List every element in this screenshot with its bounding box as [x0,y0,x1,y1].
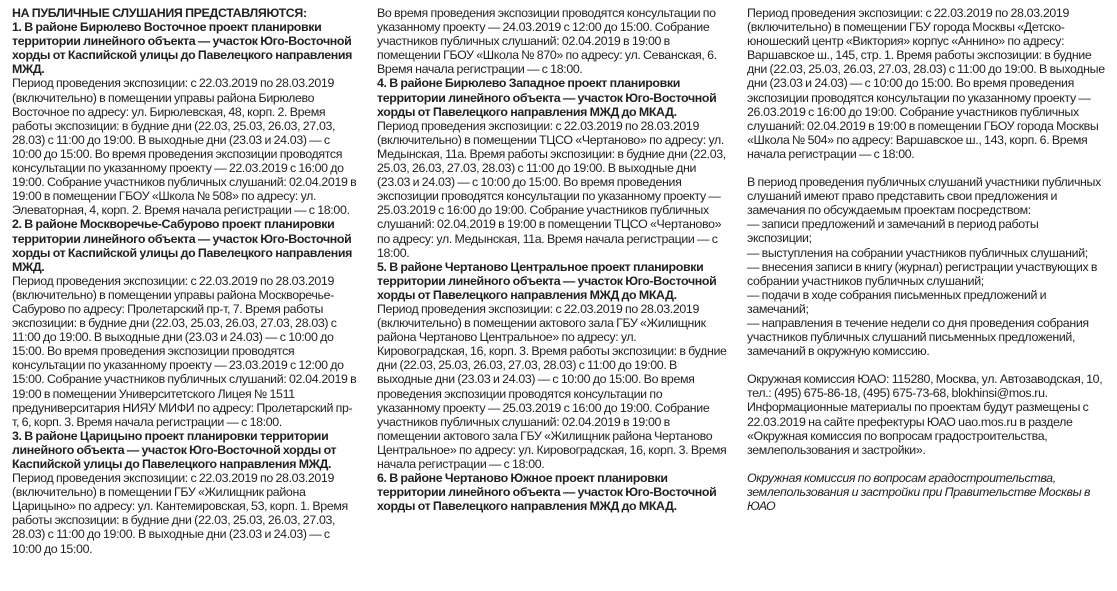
rights-item: — подачи в ходе собрания письменных предложений и замечаний; [747,287,1047,316]
item-1-body: Период проведения экспозиции: с 22.03.2019 по 28.03.2019 (включительно) в помещении управы района Бирюлево Восточное по адресу: ул. Бирюлевская, 48, корп. 2. Время работы экспозиции: в будние дни (22.03, 25.03, 26.03, 27.03, 28.03) с 11:00 до 19:00. В выходные дни (23.03 и 24.03) — с 10:00 до 15:00. Во время проведения экспозиции проводятся консультации по указанному проекту — 22.03.2019 с 16:00 до 19:00. Собрание участников публичных слушаний: 02.04.2019 в 19:00 в помещении ГБОУ «Школа № 508» по адресу: ул. Элеваторная, 4, корп. 2. Время начала регистрации — с 18:00. [12,76,357,218]
rights-item: — выступления на собрании участников публичных слушаний; [747,245,1088,260]
rights-item: — направления в течение недели со дня проведения собрания участников публичных слушаний письменных предложений, замечаний в окружную комиссию. [747,315,1089,359]
item-5-body: Период проведения экспозиции: с 22.03.2019 по 28.03.2019 (включительно) в помещении актового зала ГБУ «Жилищник района Чертаново Центральное» по адресу: ул. Кировоградская, 16, корп. 3. Время работы экспозиции: в будние дни (22.03, 25.03, 26.03, 27.03, 28.03) с 11:00 до 19:00. В выходные дни (23.03 и 24.03) — с 10:00 до 15:00. Во время проведения экспозиции проводятся консультации по указанному проекту — 25.03.2019 с 16:00 до 19:00. Собрание участников публичных слушаний: 02.04.2019 в 19:00 в помещении актового зала ГБУ «Жилищник района Чертаново Центральное» по адресу: ул. Кировоградская, 16, корп. 3. Время начала регистрации — с 18:00. [377,301,727,471]
lead-heading: НА ПУБЛИЧНЫЕ СЛУШАНИЯ ПРЕДСТАВЛЯЮТСЯ: [12,6,307,20]
item-2-heading: 2. В районе Москворечье-Сабурово проект планировки территории линейного объекта — участок Юго-Восточной хорды от Каспийской улицы до Павелецкого направления МЖД. [12,217,353,274]
item-6-body: Период проведения экспозиции: с 22.03.2019 по 28.03.2019 (включительно) в помещении ГБУ города Москвы «Детско-юношеский центр «Виктория» корпус «Аннино» по адресу: Варшавское ш., 145, стр. 1. Время работы экспозиции: в будние дни (22.03, 25.03, 26.03, 27.03, 28.03) с 11:00 до 19:00. В выходные дни (23.03 и 24.03) — с 10:00 до 15:00. Во время проведения экспозиции проводятся консультации по указанному проекту — 26.03.2019 с 16:00 до 19:00. Собрание участников публичных слушаний: 02.04.2019 в 19:00 в помещении ГБОУ города Москвы «Школа № 504» по адресу: Варшавское ш., 143, корп. 6. Время начала регистрации — с 18:00. [747,6,1105,161]
item-3-body-continued: Во время проведения экспозиции проводятся консультации по указанному проекту — 24.03.2019 с 12:00 до 15:00. Собрание участников публичных слушаний: 02.04.2019 в 19:00 в помещении ГБОУ «Школа № 870» по адресу: ул. Севанская, 6. Время начала регистрации — с 18:00. [377,6,717,77]
column-3 [747,6,1105,591]
item-3-body: Период проведения экспозиции: с 22.03.2019 по 28.03.2019 (включительно) в помещении ГБУ «Жилищник района Царицыно» по адресу: ул. Кантемировская, 53, корп. 1. Время работы экспозиции: в будние дни (22.03, 25.03, 26.03, 27.03, 28.03) с 11:00 до 19:00. В выходные дни (23.03 и 24.03) — с 10:00 до 15:00. [12,471,348,556]
column-1 [12,6,357,591]
column-2 [377,6,727,591]
item-4-body: Период проведения экспозиции: с 22.03.2019 по 28.03.2019 (включительно) в помещении ТЦСО «Чертаново» по адресу: ул. Медынская, 11а. Время работы экспозиции: в будние дни (22.03, 25.03, 26.03, 27.03, 28.03) с 11:00 до 19:00. В выходные дни (23.03 и 24.03) — с 10:00 до 15:00. Во время проведения экспозиции проводятся консультации по указанному проекту — 25.03.2019 с 16:00 до 19:00. Собрание участников публичных слушаний: 02.04.2019 в 19:00 в помещении ТЦСО «Чертаново» по адресу: ул. Медынская, 11а. Время начала регистрации — с 18:00. [377,118,726,260]
item-4-heading: 4. В районе Бирюлево Западное проект планировки территории линейного объекта — участок Юго-Восточной хорды от Павелецкого направления МЖД до МКАД. [377,76,717,119]
rights-item: — внесения записи в книгу (журнал) регистрации участвующих в собрании участников публичных слушаний; [747,259,1098,288]
item-1-heading: 1. В районе Бирюлево Восточное проект планировки территории линейного объекта — участок Юго-Восточной хорды от Каспийской улицы до Павелецкого направления МЖД. [12,20,353,77]
item-3-heading: 3. В районе Царицыно проект планировки территории линейного объекта — участок Юго-Восточной хорды от Каспийской улицы до Павелецкого направления МЖД. [12,428,337,471]
item-5-heading: 5. В районе Чертаново Центральное проект планировки территории линейного объекта — участок Юго-Восточной хорды от Павелецкого направления МЖД до МКАД. [377,259,717,302]
rights-intro: В период проведения публичных слушаний участники публичных слушаний имеют право представить свои предложения и замечания по обсуждаемым проектам посредством: [747,175,1101,218]
item-2-body: Период проведения экспозиции: с 22.03.2019 по 28.03.2019 (включительно) в помещении управы района Москворечье-Сабурово по адресу: Пролетарский пр-т, 7. Время работы экспозиции: в будние дни (22.03, 25.03, 26.03, 27.03, 28.03) с 11:00 до 19:00. В выходные дни (23.03 и 24.03) — с 10:00 до 15:00. Во время проведения экспозиции проводятся консультации по указанному проекту — 23.03.2019 с 12:00 до 15:00. Собрание участников публичных слушаний: 02.04.2019 в 19:00 в помещении Университетского Лицея № 1511 предуниверситария НИЯУ МИФИ по адресу: Пролетарский пр-т, 6, корп. 3. Время начала регистрации — с 18:00. [12,273,357,429]
rights-item: — записи предложений и замечаний в период работы экспозиции; [747,217,1039,246]
signature: Окружная комиссия по вопросам градостроительства, землепользования и застройки при Правительстве Москвы в ЮАО [747,470,1091,513]
item-6-heading: 6. В районе Чертаново Южное проект планировки территории линейного объекта — участок Юго-Восточной хорды от Павелецкого направления МЖД до МКАД. [377,471,717,514]
contacts: Окружная комиссия ЮАО: 115280, Москва, ул. Автозаводская, 10, тел.: (495) 675-86-18, (495) 675-73-68, blokhinsi@mos.ru. Информационные материалы по проектам будут размещены с 22.03.2019 на сайте префектуры ЮАО uao.mos.ru в разделе «Окружная комиссия по вопросам градостроительства, землепользования и застройки». [747,372,1103,457]
